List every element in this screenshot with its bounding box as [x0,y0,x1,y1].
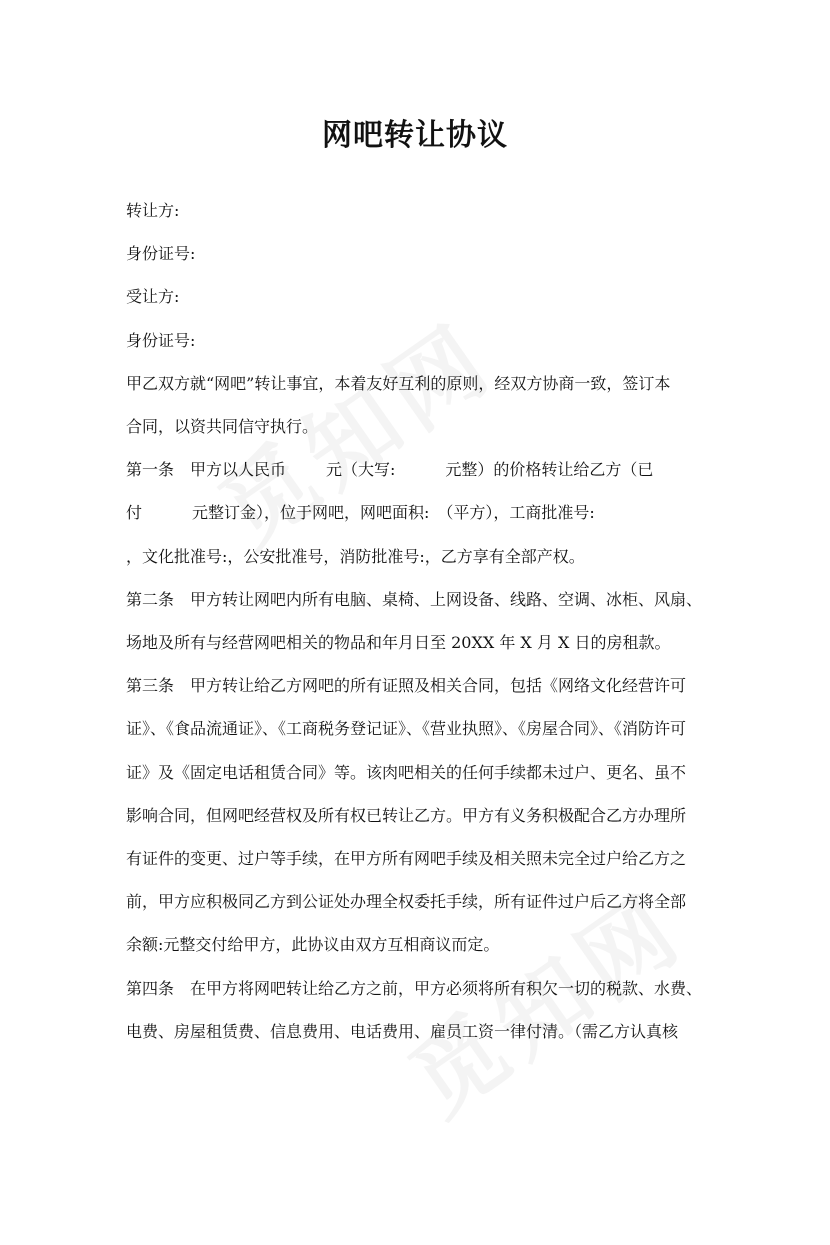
article-3-line: 第三条 甲方转让给乙方网吧的所有证照及相关合同，包括《网络文化经营许可 [126,676,687,696]
article-3-line: 有证件的变更、过户等手续，在甲方所有网吧手续及相关照未完全过户给乙方之 [126,849,687,869]
intro-line: 甲乙双方就“网吧”转让事宜，本着友好互利的原则，经双方协商一致，签订本 [126,373,671,393]
field-transferor: 转让方: [126,201,180,220]
article-1-text: 元（大写: [326,460,396,480]
intro-line: 合同，以资共同信守执行。 [126,417,319,437]
article-2-line: 场地及所有与经营网吧相关的物品和年月日至 20XX 年 X 月 X 日的房租款。 [126,633,671,653]
article-4-line: 电费、房屋租赁费、信息费用、电话费用、雇员工资一律付清。（需乙方认真核 [126,1021,679,1041]
field-transferor-id: 身份证号: [126,244,196,264]
article-3-line: 证》、《食品流通证》、《工商税务登记证》、《营业执照》、《房屋合同》、《消防许可 [126,719,687,739]
document-title: 网吧转让协议 [322,118,508,153]
article-3-line: 证》及《固定电话租赁合同》等。该肉吧相关的任何手续都未过户、更名、虽不 [126,762,687,782]
article-1-text: 第一条 甲方以人民币 [126,460,287,480]
article-1-line [126,491,706,534]
article-1-line [126,448,706,491]
article-3-line: 前，甲方应积极同乙方到公证处办理全权委托手续，所有证件过户后乙方将全部 [126,892,687,912]
article-1-text: 元整）的价格转让给乙方（已 [445,460,654,480]
article-3-line: 影响合同，但网吧经营权及所有权已转让乙方。甲方有义务积极配合乙方办理所 [126,805,687,825]
article-1-line: ，文化批准号:，公安批准号，消防批准号:，乙方享有全部产权。 [126,546,585,566]
field-transferee: 受让方: [126,287,180,307]
document-body [126,189,706,1053]
article-1-text: 付 [126,503,143,523]
article-4-line: 第四条 在甲方将网吧转让给乙方之前，甲方必须将所有积欠一切的税款、水费、 [126,978,703,998]
article-1-text: 元整订金），位于网吧，网吧面积: （平方），工商批准号: [192,503,595,523]
article-3-line: 余额:元整交付给甲方，此协议由双方互相商议而定。 [126,935,500,955]
field-transferee-id: 身份证号: [126,330,196,350]
article-2-line: 第二条 甲方转让网吧内所有电脑、桌椅、上网设备、线路、空调、冰柜、风扇、 [126,589,703,609]
